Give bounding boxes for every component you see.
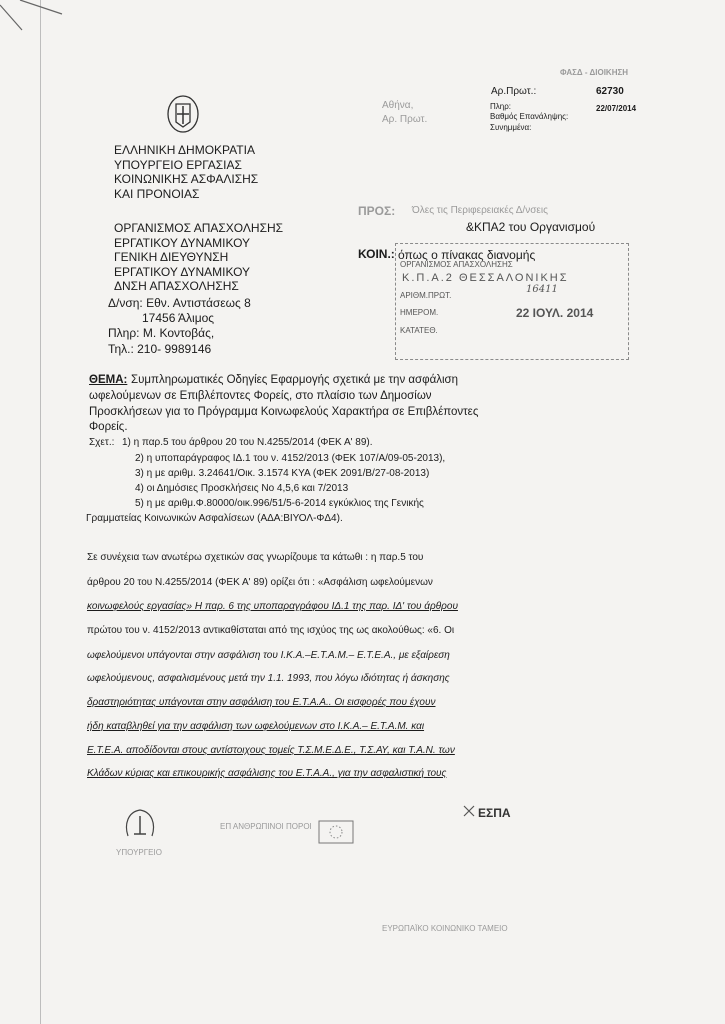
sender-line: ΚΑΙ ΠΡΟΝΟΙΑΣ xyxy=(114,186,200,201)
prot-label: Αρ.Πρωτ.: xyxy=(491,86,537,97)
subject-line: Φορείς. xyxy=(89,421,128,433)
subject-line: ωφελούμενων σε Επιβλέποντες Φορείς, στο πλαίσιο των Δημοσίων xyxy=(89,390,432,402)
to-value-2: &ΚΠΑ2 του Οργανισμού xyxy=(466,220,596,234)
org-line: ΕΡΓΑΤΙΚΟΥ ΔΥΝΑΜΙΚΟΥ xyxy=(114,264,251,279)
body-line: Ε.Τ.Ε.Α. αποδίδονται στους αντίστοιχους τομείς Τ.Σ.Μ.Ε.Δ.Ε., Τ.Σ.ΑΥ, και Τ.Α.Ν. των xyxy=(87,745,455,756)
body-line: ωφελούμενους, ασφαλισμένους μετά την 1.1. 1993, που λόγω ιδιότητας ή άσκησης xyxy=(87,673,450,684)
espa-logo: ΕΣΠΑ xyxy=(478,806,511,820)
org-line: ΕΡΓΑΤΙΚΟΥ ΔΥΝΑΜΙΚΟΥ xyxy=(114,235,251,250)
logo-caption: ΥΠΟΥΡΓΕΙΟ xyxy=(116,848,162,857)
org-line: ΔΝΣΗ ΑΠΑΣΧΟΛΗΣΗΣ xyxy=(114,279,239,293)
sender-phone: Τηλ.: 210- 9989146 xyxy=(108,342,212,356)
sender-address: Δ/νση: Εθν. Αντιστάσεως 8 xyxy=(108,296,251,310)
espa-mark-icon xyxy=(462,804,476,818)
to-label: ΠΡΟΣ: xyxy=(358,204,396,218)
greek-coat-of-arms-icon xyxy=(166,94,200,134)
body-line: δραστηριότητας υπάγονται στην ασφάλιση του Ε.Τ.Α.Α.. Οι εισφορές που έχουν xyxy=(87,697,436,708)
to-value: Όλες τις Περιφερειακές Δ/νσεις xyxy=(412,205,548,216)
koin-label: ΚΟΙΝ.: xyxy=(358,247,395,261)
ref-item: 2) η υποπαράγραφος ΙΔ.1 του ν. 4152/2013 (ΦΕΚ 107/Α/09-05-2013), xyxy=(135,453,446,464)
sender-line: ΥΠΟΥΡΓΕΙΟ ΕΡΓΑΣΙΑΣ xyxy=(114,157,242,172)
corner-scribble xyxy=(0,0,70,40)
stamp-number: 16411 xyxy=(526,284,558,295)
refs-label: Σχετ.: xyxy=(89,437,115,448)
top-right-label: ΦΑΣΔ - ΔΙΟΙΚΗΣΗ xyxy=(560,68,629,77)
ministry-logo-icon xyxy=(122,806,158,844)
subject-label: ΘΕΜΑ: xyxy=(89,374,128,386)
stamp-arith-label: ΑΡΙΘΜ.ΠΡΩΤ. xyxy=(400,291,452,300)
ref-item: Γραμματείας Κοινωνικών Ασφαλίσεων (ΑΔΑ:ΒΙΥΟΛ-ΦΔ4). xyxy=(86,513,343,524)
subject-line: Προσκλήσεων για το Πρόγραμμα Κοινωφελούς Χαρακτήρα σε Επιβλέποντες xyxy=(89,406,479,418)
body-line: Κλάδων κύριας και επικουρικής ασφάλισης του Ε.Τ.Α.Α., για την ασφαλιστική τους xyxy=(87,768,447,779)
prot-number: 62730 xyxy=(596,86,624,97)
info-label: Πληρ: xyxy=(490,102,511,111)
margin-line xyxy=(40,0,41,1024)
footer-bottom-text: ΕΥΡΩΠΑΪΚΟ ΚΟΙΝΩΝΙΚΟ ΤΑΜΕΙΟ xyxy=(382,924,508,933)
stamp-kat-label: ΚΑΤΑΤΕΘ. xyxy=(400,326,438,335)
received-stamp xyxy=(395,243,629,360)
place-label: Αθήνα, xyxy=(382,100,414,111)
sender-postcode: 17456 Άλιμος xyxy=(142,311,215,325)
repeat-label: Βαθμός Επανάληψης: xyxy=(490,112,569,121)
stamp-date-label: ΗΜΕΡΟΜ. xyxy=(400,308,439,317)
sender-contact: Πληρ: Μ. Κοντοβάς, xyxy=(108,326,215,340)
body-line: άρθρου 20 του Ν.4255/2014 (ΦΕΚ Α' 89) ορίζει ότι : «Ασφάλιση ωφελούμενων xyxy=(87,577,433,588)
body-line: Σε συνέχεια των ανωτέρω σχετικών σας γνωρίζουμε τα κάτωθι : η παρ.5 του xyxy=(87,552,424,563)
stamp-date: 22 ΙΟΥΛ. 2014 xyxy=(516,306,594,320)
sender-ministry-block xyxy=(114,143,258,201)
date-value: 22/07/2014 xyxy=(596,104,637,113)
body-line: ωφελούμενοι υπάγονται στην ασφάλιση του Ι.Κ.Α.–Ε.Τ.Α.Μ.– Ε.Τ.Ε.Α., με εξαίρεση xyxy=(87,650,450,661)
eu-flag-icon xyxy=(318,820,354,844)
sender-org-block xyxy=(114,221,283,294)
stamp-line2: Κ.Π.Α.2 ΘΕΣΣΑΛΟΝΙΚΗΣ xyxy=(402,272,569,284)
sender-line: ΚΟΙΝΩΝΙΚΗΣ ΑΣΦΑΛΙΣΗΣ xyxy=(114,172,259,186)
footer-mid-text: ΕΠ ΑΝΘΡΩΠΙΝΟΙ ΠΟΡΟΙ xyxy=(220,822,312,831)
body-line: πρώτου του ν. 4152/2013 αντικαθίσταται από της ισχύος της ως ακολούθως: «6. Οι xyxy=(87,625,455,636)
body-line: κοινωφελούς εργασίας» Η παρ. 6 της υποπαραγράφου ΙΔ.1 της παρ. ΙΔ' του άρθρου xyxy=(87,601,458,612)
subject-line: Συμπληρωματικές Οδηγίες Εφαρμογής σχετικά με την ασφάλιση xyxy=(131,374,459,386)
ref-item: 3) η με αριθμ. 3.24641/Οικ. 3.1574 ΚΥΑ (ΦΕΚ 2091/Β/27-08-2013) xyxy=(135,468,430,479)
attached-label: Συνημμένα: xyxy=(490,123,532,132)
org-line: ΟΡΓΑΝΙΣΜΟΣ ΑΠΑΣΧΟΛΗΣΗΣ xyxy=(114,221,284,235)
org-line: ΓΕΝΙΚΗ ΔΙΕΥΘΥΝΣΗ xyxy=(114,250,229,264)
ref-item: 4) οι Δημόσιες Προσκλήσεις Νο 4,5,6 και 7/2013 xyxy=(135,483,349,494)
ref-item: 1) η παρ.5 του άρθρου 20 του Ν.4255/2014 (ΦΕΚ Α' 89). xyxy=(122,437,373,448)
ar-prot-label: Αρ. Πρωτ. xyxy=(382,114,428,125)
body-line: ήδη καταβληθεί για την ασφάλιση των ωφελούμενων στο Ι.Κ.Α.– Ε.Τ.Α.Μ. και xyxy=(87,721,425,732)
sender-line: ΕΛΛΗΝΙΚΗ ΔΗΜΟΚΡΑΤΙΑ xyxy=(114,143,255,157)
stamp-line1: ΟΡΓΑΝΙΣΜΟΣ ΑΠΑΣΧΟΛΗΣΗΣ xyxy=(400,260,513,269)
koin-value: όπως ο πίνακας διανομής xyxy=(398,248,536,262)
ref-item: 5) η με αριθμ.Φ.80000/οικ.996/51/5-6-2014 εγκύκλιος της Γενικής xyxy=(135,498,424,509)
